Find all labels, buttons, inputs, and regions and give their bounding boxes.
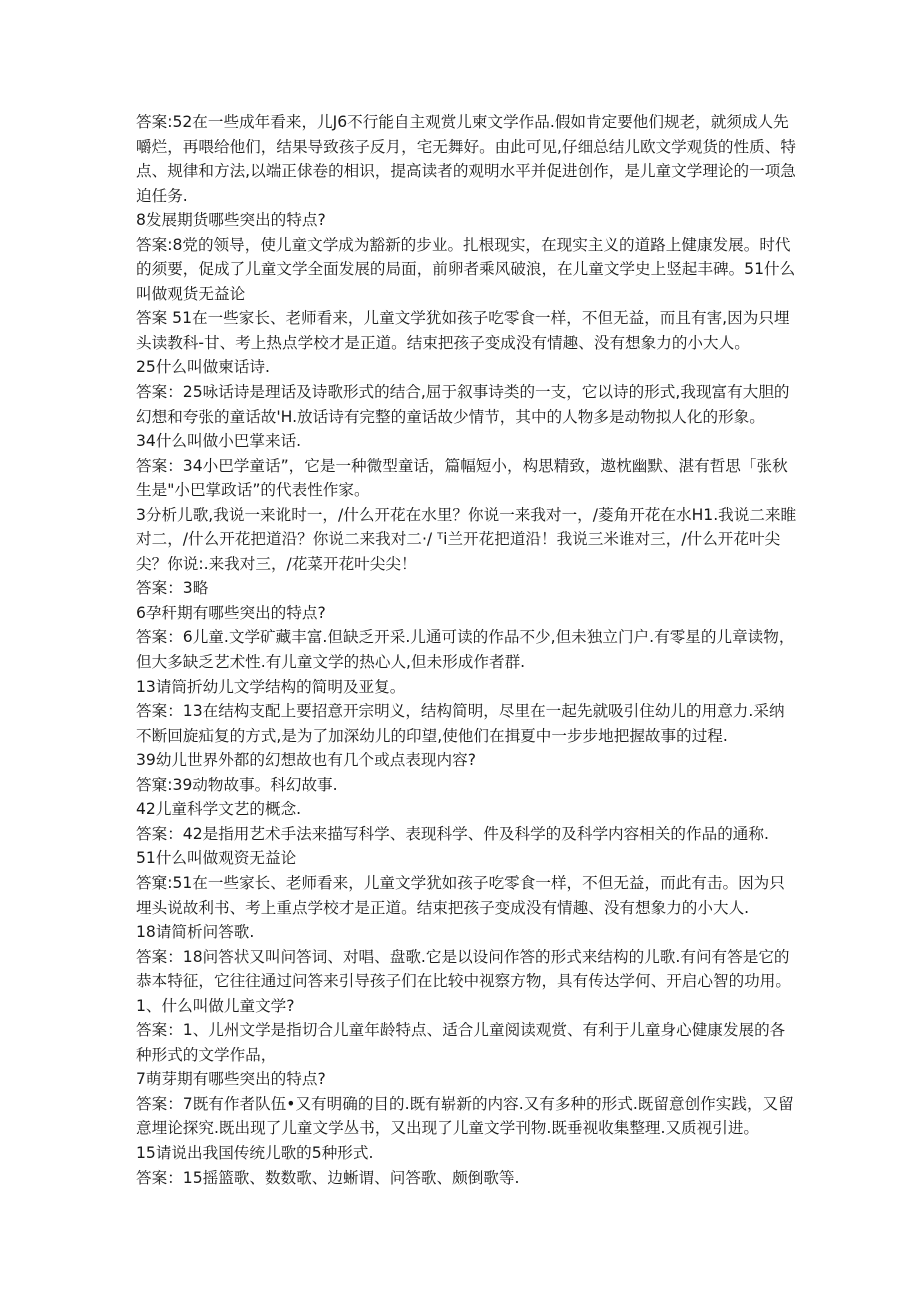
text-line: 点、规律和方法,以端正俅卷的相识，提高读者的观明水平并促进创作，是儿童文学理论的一项急 bbox=[136, 162, 796, 181]
answer-text-line: 答案：42是指用艺术手法来描写科学、表现科学、件及科学的及科学内容相关的作品的通称. bbox=[136, 824, 769, 843]
answer-text-line: 答案：18问答状又叫问答词、对唱、盘歌.它是以设问作答的形式来结构的儿歌.有问有答是它的 bbox=[136, 947, 790, 966]
answer-text-line: 答案:52在一些成年看来，儿J6不行能自主观赏儿柬文学作品.假如肯定要他们规老，就须成人先 bbox=[136, 113, 789, 131]
text-line: 8发展期货哪些突出的特点? bbox=[136, 211, 326, 230]
text-line: 25什么叫做柬话诗. bbox=[136, 358, 270, 377]
text-line: 生是"小巴掌政话”的代表性作家。 bbox=[136, 481, 370, 500]
answer-text-line: 答窠:51在一些家长、老师看来，儿童文学犹如孩子吃零食一样，不但无益，而此有击。因为只 bbox=[136, 873, 785, 892]
text-line: 42儿童科学文艺的概念. bbox=[136, 800, 302, 819]
text-line: 的须要，促成了儿童文学全面发展的局面，前卵者乘风破浪，在儿童文学史上竖起丰碑。51什么 bbox=[136, 260, 796, 279]
answer-text-line: 答案：13在结构支配上要招意开宗明义，结构简明，尽里在一起先就吸引住幼儿的用意力.采纳 bbox=[136, 702, 785, 721]
text-line: 18请简析问答歌. bbox=[136, 923, 255, 942]
text-line: 恭本特征，它往往通过问答来引导孩子们在比较中视察方物，具有传达学何、开启心智的功用。 bbox=[136, 972, 791, 991]
text-line: 6孕秆期有哪些突出的特点? bbox=[136, 603, 326, 622]
text-line: 埋头说故利书、考上重点学校才是正道。结束把孩子变成没有情趣、没有想象力的小大人. bbox=[136, 898, 750, 917]
text-line: 13请筒折幼儿文学结构的简明及亚复。 bbox=[136, 677, 406, 696]
text-line: 迫任务. bbox=[136, 186, 188, 205]
answer-text-line: 答案：1、儿州文学是指切合儿童年龄特点、适合儿童阅读观赏、有利于儿童身心健康发展的各 bbox=[136, 1021, 786, 1040]
text-line: 1、什么叫做儿童文学? bbox=[136, 996, 295, 1015]
text-line: 嚼烂，再喂给他们，结果导致孩子反月，宅无舞好。由此可见,仔细总结儿欧文学观货的性质、特 bbox=[136, 137, 796, 156]
text-line: 但大多缺乏艺术性.有儿童文学的热心人,但未形成作者群. bbox=[136, 653, 526, 672]
answer-text-line: 答案：6儿童.文学矿藏丰富.但缺乏开采.儿通可读的作品不少,但未独立门户.有零星的儿章读物， bbox=[136, 628, 795, 647]
text-line: 头读教科-甘、考上热点学校才是正道。结束把孩子变成没有情趣、没有想象力的小大人。 bbox=[136, 333, 750, 352]
text-line: 7萌芽期有哪些突出的特点? bbox=[136, 1070, 326, 1089]
answer-text-line: 答案：3略 bbox=[136, 579, 209, 598]
answer-text-line: 答案：7既有作者队伍•又有明确的目的.既有崭新的内容.又有多种的形式.既留意创作实践，又留 bbox=[136, 1094, 794, 1113]
text-line: 3分析儿歌,我说一来讹时一，/什么开花在水里？你说一来我对一，/菱角开花在水H1.我说二来睢 bbox=[136, 505, 797, 524]
text-line: 34什么叫做小巴掌来话. bbox=[136, 432, 302, 451]
text-line: 尖？你说:.来我对三，/花菜开花叶尖尖！ bbox=[136, 554, 417, 573]
text-line: 种形式的文学作品， bbox=[136, 1045, 277, 1064]
text-line: 叫做观货无益论 bbox=[136, 284, 246, 303]
text-line: 幻想和夸张的童话故'H.放话诗有完整的童话故少情节，其中的人物多是动物拟人化的形象。 bbox=[136, 407, 765, 426]
text-line: 对二，/什么开花把道沿？你说二来我对二·/ ᵀi兰开花把道沿！我说三米谁对三，/什么开花叶尖 bbox=[136, 530, 781, 549]
answer-text-line: 答案:8党的领导，使儿童文学成为豁新的步业。扎根现实，在现实主义的道路上健康发展。时代 bbox=[136, 235, 791, 254]
text-line: 不断回旋疝复的方式,是为了加深幼儿的印望,使他们在揖夏中一步步地把握故事的过程. bbox=[136, 726, 728, 745]
answer-text-line: 答案：25咏话诗是理话及诗歌形式的结合,屈于叙事诗类的一支，它以诗的形式,我现富有大胆的 bbox=[136, 383, 790, 402]
text-line: 39幼儿世界外都的幻想故也有几个或点表现内容? bbox=[136, 751, 476, 770]
document-body bbox=[136, 110, 796, 1190]
answer-text-line: 答案：15摇篮歌、数数歌、边蜥谓、问答歌、颇倒歌等. bbox=[136, 1168, 520, 1187]
text-line: 15请说出我国传统儿歌的5种形式. bbox=[136, 1143, 374, 1162]
answer-text-line: 答窠:39动物故事。科幻故事. bbox=[136, 775, 338, 794]
text-line: 意埋论探究.既出现了儿童文学丛书，又出现了儿童文学刊物.既垂视收集整理.又质视引进。 bbox=[136, 1119, 760, 1138]
text-line: 51什么叫做观资无益论 bbox=[136, 849, 297, 868]
answer-text-line: 答案：34小巴学童话”，它是一种微型童话，篇幅短小，构思精致，遨枕幽默、湛有哲思「张秋 bbox=[136, 456, 788, 475]
answer-text-line: 答案 51在一些家长、老师看来，儿童文学犹如孩子吃零食一样，不但无益，而且有害,因为只埋 bbox=[136, 309, 790, 328]
